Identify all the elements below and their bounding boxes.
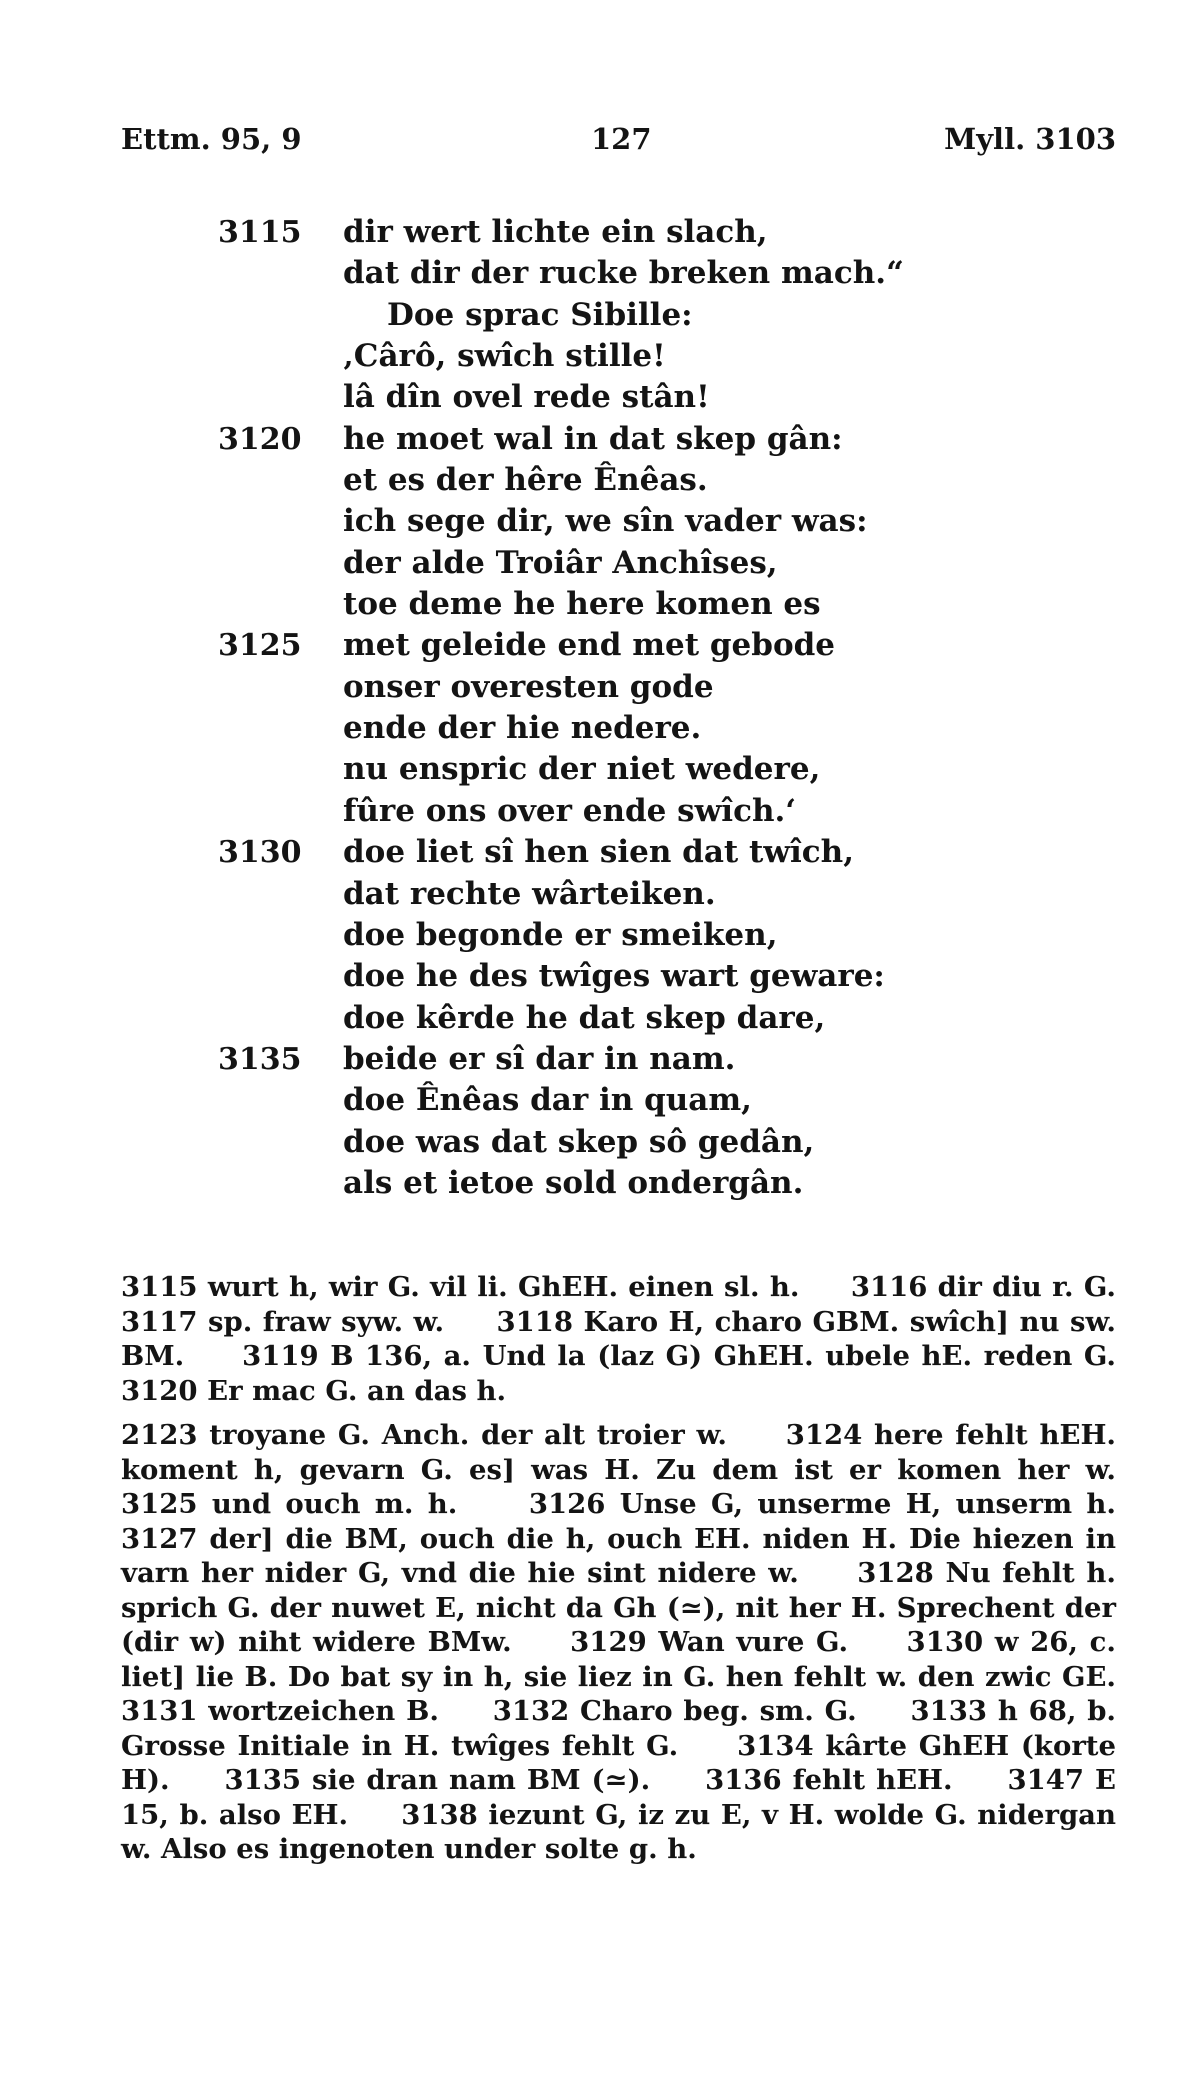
verse-text: met geleide end met gebode [343, 627, 836, 664]
verse-text: he moet wal in dat skep gân: [343, 420, 843, 457]
verse-text: doe begonde er smeiken, [343, 916, 778, 953]
verse-text: Doe sprac Sibille: [387, 296, 693, 333]
poem-line [0, 1039, 1200, 1080]
poem-line [0, 336, 1200, 377]
verse-text: dat rechte wârteiken. [343, 875, 716, 912]
critical-apparatus [121, 1270, 1164, 1867]
poem-line [0, 212, 1200, 253]
verse-text: ich sege dir, we sîn vader was: [343, 503, 868, 540]
header-left: Ettm. 95, 9 [121, 122, 302, 156]
verse-text: doe Ênêas dar in quam, [343, 1082, 752, 1119]
verse-text: onser overesten gode [343, 668, 714, 705]
poem-line [0, 625, 1200, 666]
poem-line [0, 667, 1200, 708]
page-number: 127 [591, 122, 652, 156]
poem-line [0, 1122, 1200, 1163]
verse-text: dir wert lichte ein slach, [343, 214, 768, 250]
verse-text: dat dir der rucke breken mach.“ [343, 255, 904, 292]
poem-line [0, 377, 1200, 418]
apparatus-text: 3115 wurt h, wir G. vil li. GhEH. einen sl. h. 3116 dir diu r. G. 3117 sp. fraw syw. w. 3118 Karo H, charo GBM. swîch] nu sw. BM. 3119 B 136, a. Und la (laz G) GhEH. ubele hE. reden G. 3120 Er mac G. an das h. [121, 1271, 1164, 1407]
poem-line [0, 419, 1200, 460]
verse-text: fûre ons over ende swîch.‘ [343, 792, 797, 829]
poem-line [0, 832, 1200, 873]
line-number: 3120 [218, 421, 302, 457]
verse-text: toe deme he here komen es [343, 586, 821, 623]
line-number: 3115 [218, 215, 302, 250]
poem-line [0, 708, 1200, 749]
poem-line [0, 1080, 1200, 1121]
poem-line [0, 749, 1200, 790]
line-number: 3130 [218, 835, 302, 871]
verse-text: doe liet sî hen sien dat twîch, [343, 834, 855, 871]
line-number: 3135 [218, 1041, 302, 1077]
poem-line [0, 915, 1200, 956]
verse-text: et es der hêre Ênêas. [343, 462, 708, 499]
poem-line [0, 460, 1200, 501]
poem-line [0, 543, 1200, 584]
poem-line [0, 998, 1200, 1039]
poem-line [0, 253, 1200, 294]
verse-text: der alde Troiâr Anchîses, [343, 544, 778, 581]
poem-line [0, 1163, 1200, 1204]
poem-line [0, 584, 1200, 625]
poem-text [0, 212, 1200, 1204]
verse-text: lâ dîn ovel rede stân! [343, 379, 710, 416]
running-header [121, 122, 1116, 162]
poem-line [0, 956, 1200, 997]
verse-text: als et ietoe sold ondergân. [343, 1164, 804, 1201]
verse-text: doe was dat skep sô gedân, [343, 1123, 815, 1160]
verse-text: doe he des twîges wart geware: [343, 958, 885, 995]
apparatus-paragraph [121, 1270, 1164, 1408]
line-number: 3125 [218, 628, 302, 664]
header-right: Myll. 3103 [944, 122, 1116, 156]
apparatus-text: 2123 troyane G. Anch. der alt troier w. 3124 here fehlt hEH. koment h, gevarn G. es] was H. Zu dem ist er komen her w. 3125 und ouch m. h. 3126 Unse G, unserme H, unserm h. 3127 der] die BM, ouch die h, ouch EH. niden H. Die hiezen in varn her nider G, vnd die hie sint nidere w. 3128 Nu fehlt h. sprich G. der nuwet E, nicht da Gh (≃), nit her H. Sprechent der (dir w) niht widere BMw. 3129 Wan vure G. 3130 w 26, c. liet] lie B. Do bat sy in h, sie liez in G. hen fehlt w. den zwic GE. 3131 wortzeichen B. 3132 Charo beg. sm. G. 3133 h 68, b. Grosse Initiale in H. twîges fehlt G. 3134 kârte GhEH (korte H). 3135 sie dran nam BM (≃). 3136 fehlt hEH. 3147 E 15, b. also EH. 3138 iezunt G, iz zu E, v H. wolde G. nidergan w. Also es ingenoten under solte g. h. [121, 1419, 1164, 1865]
verse-text: beide er sî dar in nam. [343, 1040, 736, 1077]
verse-text: doe kêrde he dat skep dare, [343, 999, 826, 1036]
verse-text: ende der hie nedere. [343, 710, 702, 747]
poem-line [0, 791, 1200, 832]
poem-line [0, 501, 1200, 542]
verse-text: ‚Cârô, swîch stille! [343, 338, 666, 375]
verse-text: nu enspric der niet wedere, [343, 751, 821, 788]
poem-line [0, 874, 1200, 915]
apparatus-paragraph [121, 1418, 1164, 1867]
poem-line [0, 295, 1200, 336]
